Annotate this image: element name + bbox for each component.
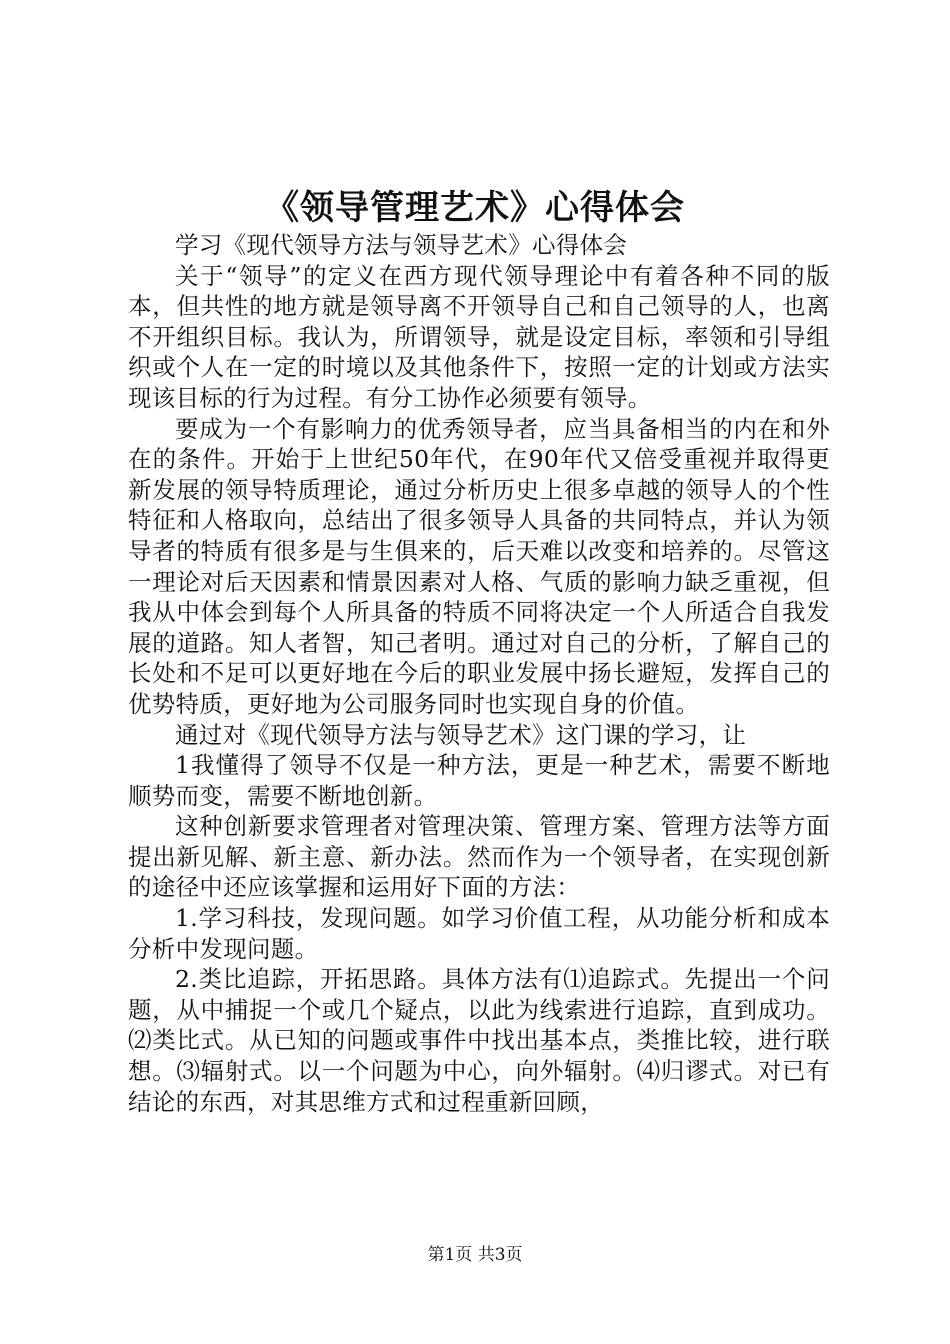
document-title: 《领导管理艺术》心得体会 <box>265 188 685 228</box>
paragraph: 关于“领导”的定义在西方现代领导理论中有着各种不同的版本，但共性的地方就是领导离不开领导自己和自己领导的人，也离不开组织目标。我认为，所谓领导，就是设定目标，率领和引导组织或个人在一定的时境以及其他条件下，按照一定的计划或方法实现该目标的行为过程。有分工协作必须要有领导。 <box>128 261 830 412</box>
subtitle-paragraph: 学习《现代领导方法与领导艺术》心得体会 <box>175 231 628 259</box>
paragraph: 通过对《现代领导方法与领导艺术》这门课的学习，让 <box>175 720 747 749</box>
paragraph: 1.学习科技，发现问题。如学习价值工程，从功能分析和成本分析中发现问题。 <box>128 904 830 963</box>
paragraph: 1我懂得了领导不仅是一种方法，更是一种艺术，需要不断地顺势而变，需要不断地创新。 <box>128 751 830 810</box>
paragraph: 2.类比追踪，开拓思路。具体方法有⑴追踪式。先提出一个问题，从中捕捉一个或几个疑点，以此为线索进行追踪，直到成功。⑵类比式。从已知的问题或事件中找出基本点，类推比较，进行联想。⑶辐射式。以一个问题为中心，向外辐射。⑷归谬式。对已有结论的东西，对其思维方式和过程重新回顾， <box>128 965 830 1116</box>
paragraph: 这种创新要求管理者对管理决策、管理方案、管理方法等方面提出新见解、新主意、新办法。然而作为一个领导者，在实现创新的途径中还应该掌握和运用好下面的方法： <box>128 812 830 902</box>
paragraph: 要成为一个有影响力的优秀领导者，应当具备相当的内在和外在的条件。开始于上世纪50年代，在90年代又倍受重视并取得更新发展的领导特质理论，通过分析历史上很多卓越的领导人的个性特征和人格取向，总结出了很多领导人具备的共同特点，并认为领导者的特质有很多是与生俱来的，后天难以改变和培养的。尽管这一理论对后天因素和情景因素对人格、气质的影响力缺乏重视，但我从中体会到每个人所具备的特质不同将决定一个人所适合自我发展的道路。知人者智，知己者明。通过对自己的分析，了解自己的长处和不足可以更好地在今后的职业发展中扬长避短，发挥自己的优势特质，更好地为公司服务同时也实现自身的价值。 <box>128 414 830 718</box>
page-footer: 第1页 共3页 <box>427 1245 523 1265</box>
document-body <box>128 230 830 1117</box>
